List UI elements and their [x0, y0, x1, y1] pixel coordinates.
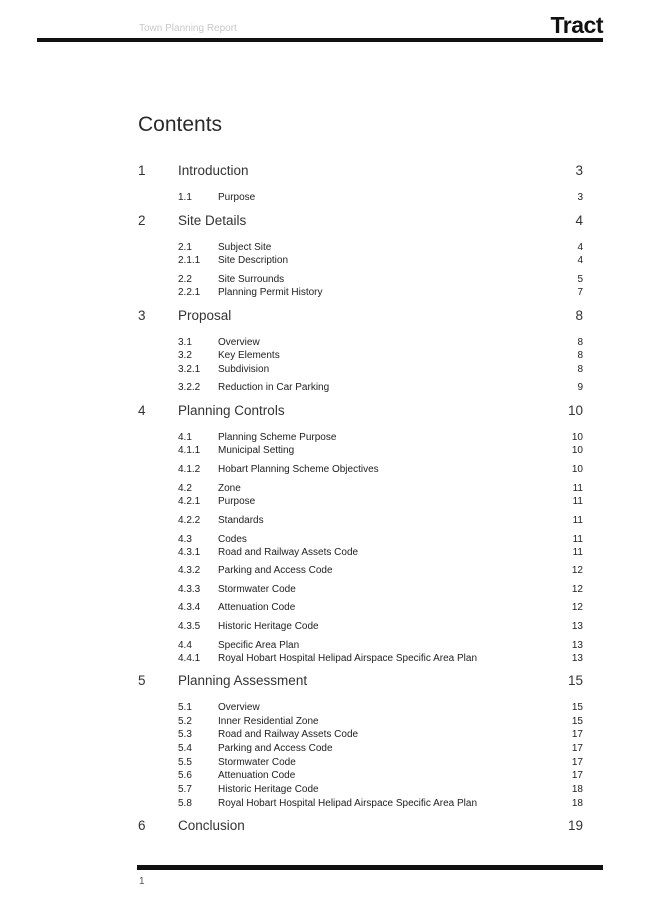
- toc-entry-page: 11: [572, 496, 583, 507]
- toc-entry[interactable]: [138, 483, 583, 496]
- toc-entry-title: Road and Railway Assets Code: [218, 729, 359, 740]
- toc-entry-page: 3: [577, 192, 583, 203]
- toc-entry-title: Purpose: [218, 496, 256, 507]
- toc-entry-page: 17: [571, 757, 583, 768]
- toc-entry-number: 3.1: [178, 337, 192, 348]
- toc-entry-page: 17: [571, 743, 583, 754]
- toc-entry-number: 4.3: [178, 534, 192, 545]
- toc-entry-number: 4.2.2: [178, 515, 201, 526]
- toc-section-number: 5: [138, 673, 146, 688]
- toc-entry-title: Purpose: [218, 192, 256, 203]
- toc-section-number: 6: [138, 818, 146, 833]
- toc-entry-page: 11: [572, 547, 583, 558]
- toc-entry-title: Parking and Access Code: [218, 743, 333, 754]
- toc-entry-page: 8: [577, 337, 583, 348]
- toc-entry-number: 4.4: [178, 640, 192, 651]
- toc-section-number: 4: [138, 403, 146, 418]
- toc-entry-number: 5.2: [178, 716, 192, 727]
- toc-entry-page: 13: [571, 640, 583, 651]
- toc-entry-number: 5.6: [178, 770, 192, 781]
- toc-entry[interactable]: [138, 584, 583, 597]
- toc-entry-page: 11: [572, 515, 583, 526]
- toc-entry[interactable]: [138, 770, 583, 783]
- toc-section[interactable]: [138, 308, 583, 326]
- footer-rule: [137, 865, 603, 870]
- toc-entry-number: 4.2.1: [178, 496, 201, 507]
- toc-entry-title: Parking and Access Code: [218, 565, 333, 576]
- toc-section[interactable]: [138, 403, 583, 421]
- toc-entry[interactable]: [138, 602, 583, 615]
- toc-entry-title: Site Surrounds: [218, 274, 285, 285]
- toc-entry-title: Attenuation Code: [218, 602, 296, 613]
- toc-entry-page: 17: [571, 729, 583, 740]
- toc-entry[interactable]: [138, 784, 583, 797]
- toc-entry-number: 5.1: [178, 702, 192, 713]
- toc-entry[interactable]: [138, 702, 583, 715]
- toc-entry-title: Inner Residential Zone: [218, 716, 319, 727]
- report-header-label: Town Planning Report: [139, 23, 237, 34]
- toc-entry[interactable]: [138, 496, 583, 509]
- toc-entry-title: Historic Heritage Code: [218, 621, 319, 632]
- toc-section-title: Planning Controls: [178, 403, 285, 418]
- toc-entry-title: Planning Permit History: [218, 287, 323, 298]
- toc-entry[interactable]: [138, 515, 583, 528]
- toc-section-number: 3: [138, 308, 146, 323]
- toc-entry-number: 1.1: [178, 192, 192, 203]
- toc-entry-page: 5: [577, 274, 583, 285]
- toc-entry-page: 8: [577, 350, 583, 361]
- toc-entry-number: 4.3.5: [178, 621, 201, 632]
- toc-entry-title: Royal Hobart Hospital Helipad Airspace Specific Area Plan: [218, 798, 478, 809]
- toc-entry-number: 5.7: [178, 784, 192, 795]
- brand-logo: Tract: [550, 12, 603, 38]
- toc-entry[interactable]: [138, 287, 583, 300]
- toc-entry-title: Planning Scheme Purpose: [218, 432, 337, 443]
- toc-entry[interactable]: [138, 382, 583, 395]
- toc-section-title: Proposal: [178, 308, 232, 323]
- toc-entry[interactable]: [138, 565, 583, 578]
- toc-entry-page: 18: [571, 798, 583, 809]
- toc-entry-number: 2.1.1: [178, 255, 201, 266]
- toc-entry-number: 4.1.2: [178, 464, 201, 475]
- page-title: Contents: [138, 113, 223, 136]
- toc-entry-title: Attenuation Code: [218, 770, 296, 781]
- toc-entry-number: 2.1: [178, 242, 192, 253]
- toc-section-page: 8: [575, 308, 583, 323]
- toc-section-number: 1: [138, 163, 146, 178]
- toc-entry-title: Stormwater Code: [218, 757, 296, 768]
- toc-section[interactable]: [138, 163, 583, 181]
- toc-entry-title: Road and Railway Assets Code: [218, 547, 359, 558]
- toc-entry-title: Stormwater Code: [218, 584, 296, 595]
- toc-entry[interactable]: [138, 640, 583, 653]
- toc-entry[interactable]: [138, 274, 583, 287]
- toc-entry-number: 4.2: [178, 483, 192, 494]
- toc-entry-number: 4.1.1: [178, 445, 201, 456]
- toc-entry-page: 10: [571, 445, 583, 456]
- toc-entry-page: 11: [572, 483, 583, 494]
- toc-entry-page: 17: [571, 770, 583, 781]
- toc-entry-number: 3.2.1: [178, 364, 201, 375]
- toc-section-title: Site Details: [178, 213, 247, 228]
- toc-entry-title: Historic Heritage Code: [218, 784, 319, 795]
- toc-section-number: 2: [138, 213, 146, 228]
- toc-section[interactable]: [138, 818, 583, 836]
- toc-entry-title: Overview: [218, 337, 260, 348]
- toc-entry-title: Hobart Planning Scheme Objectives: [218, 464, 379, 475]
- toc-entry-number: 4.3.1: [178, 547, 201, 558]
- toc-entry-page: 18: [571, 784, 583, 795]
- toc-entry[interactable]: [138, 621, 583, 634]
- toc-entry-number: 3.2.2: [178, 382, 201, 393]
- toc-entry[interactable]: [138, 350, 583, 363]
- toc-entry-page: 9: [577, 382, 583, 393]
- toc-entry[interactable]: [138, 653, 583, 666]
- toc-entry-title: Site Description: [218, 255, 289, 266]
- toc-entry-number: 4.3.3: [178, 584, 201, 595]
- toc-entry-page: 7: [577, 287, 583, 298]
- toc-entry-page: 11: [572, 534, 583, 545]
- toc-entry[interactable]: [138, 337, 583, 350]
- toc-entry-page: 10: [571, 464, 583, 475]
- toc-entry[interactable]: [138, 547, 583, 560]
- toc-entry-number: 2.2.1: [178, 287, 201, 298]
- toc-section-title: Introduction: [178, 163, 249, 178]
- toc-entry[interactable]: [138, 192, 583, 205]
- page-number: 1: [139, 876, 145, 887]
- toc-section-page: 4: [575, 213, 583, 228]
- toc-entry-page: 15: [571, 702, 583, 713]
- toc-entry-page: 13: [571, 621, 583, 632]
- toc-section[interactable]: [138, 213, 583, 231]
- toc-entry[interactable]: [138, 255, 583, 268]
- toc-section-page: 10: [567, 403, 583, 418]
- toc-entry-title: Standards: [218, 515, 264, 526]
- toc-entry-title: Zone: [218, 483, 241, 494]
- toc-entry-title: Codes: [218, 534, 247, 545]
- toc-entry[interactable]: [138, 432, 583, 445]
- toc-entry[interactable]: [138, 242, 583, 255]
- toc-entry[interactable]: [138, 445, 583, 458]
- toc-entry-number: 4.3.2: [178, 565, 201, 576]
- toc-entry[interactable]: [138, 716, 583, 729]
- toc-entry-number: 4.3.4: [178, 602, 201, 613]
- toc-entry[interactable]: [138, 364, 583, 377]
- toc-entry[interactable]: [138, 729, 583, 742]
- toc-entry-number: 4.1: [178, 432, 192, 443]
- toc-entry[interactable]: [138, 534, 583, 547]
- toc-entry-title: Royal Hobart Hospital Helipad Airspace Specific Area Plan: [218, 653, 478, 664]
- toc-entry-page: 4: [577, 242, 583, 253]
- toc-entry-page: 13: [571, 653, 583, 664]
- toc-section[interactable]: [138, 673, 583, 691]
- toc-entry-title: Overview: [218, 702, 260, 713]
- toc-entry-page: 4: [577, 255, 583, 266]
- toc-section-page: 15: [567, 673, 583, 688]
- toc-section-title: Conclusion: [178, 818, 245, 833]
- toc-entry-page: 12: [571, 602, 583, 613]
- toc-entry-number: 5.4: [178, 743, 192, 754]
- toc-section-page: 19: [567, 818, 583, 833]
- toc-entry-title: Municipal Setting: [218, 445, 295, 456]
- toc-entry-page: 8: [577, 364, 583, 375]
- toc-entry-page: 15: [571, 716, 583, 727]
- toc-entry-page: 12: [571, 584, 583, 595]
- toc-entry-number: 4.4.1: [178, 653, 201, 664]
- toc-entry-number: 5.5: [178, 757, 192, 768]
- toc-entry-page: 10: [571, 432, 583, 443]
- toc-entry[interactable]: [138, 757, 583, 770]
- toc-section-title: Planning Assessment: [178, 673, 308, 688]
- toc-entry-number: 3.2: [178, 350, 192, 361]
- toc-entry-number: 5.3: [178, 729, 192, 740]
- toc-entry[interactable]: [138, 743, 583, 756]
- toc-entry[interactable]: [138, 464, 583, 477]
- toc-entry-page: 12: [571, 565, 583, 576]
- toc-entry-number: 2.2: [178, 274, 192, 285]
- toc-entry-title: Subject Site: [218, 242, 272, 253]
- toc-section-page: 3: [575, 163, 583, 178]
- toc-entry-title: Specific Area Plan: [218, 640, 300, 651]
- toc-entry-title: Reduction in Car Parking: [218, 382, 330, 393]
- toc-entry-title: Subdivision: [218, 364, 270, 375]
- toc-entry-title: Key Elements: [218, 350, 280, 361]
- toc-entry-number: 5.8: [178, 798, 192, 809]
- toc-entry[interactable]: [138, 798, 583, 811]
